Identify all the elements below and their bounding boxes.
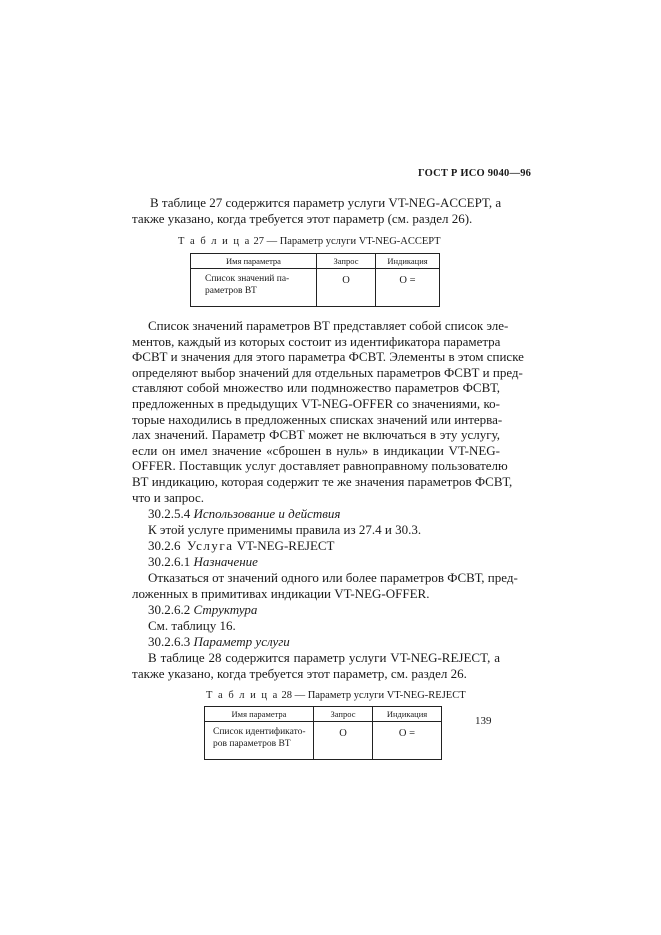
body-line: что и запрос. <box>132 489 205 505</box>
body-line: Список значений параметров ВТ представляет собой список эле- <box>148 318 509 333</box>
table-27-indication-value: О = <box>376 269 440 307</box>
body-line: ФСВТ и значения для этого параметра ФСВТ. Элементы в этом списке <box>132 349 524 365</box>
table-28-request-value: О <box>314 722 373 760</box>
body-line: ментов, каждый из которых состоит из идентификатора параметра <box>132 333 501 349</box>
table-28-header-name: Имя параметра <box>205 707 314 722</box>
intro-27-line-2: также указано, когда требуется этот параметр (см. раздел 26). <box>132 211 473 226</box>
table-28-param-name: Список идентификато-ров параметров ВТ <box>205 722 314 760</box>
see-table-line: См. таблицу 16. <box>148 618 236 633</box>
section-30254-heading: 30.2.5.4 Использование и действия <box>148 506 341 521</box>
purpose-line-2: ложенных в примитивах индикации VT-NEG-OFFER. <box>132 586 430 601</box>
section-30262-heading: 30.2.6.2 Структура <box>148 602 258 617</box>
body-line: лах значений. Параметр ФСВТ может не включаться в эту услугу, <box>132 427 500 443</box>
intro-28-line-1: В таблице 28 содержится параметр услуги VT-NEG-REJECT, а <box>148 650 500 665</box>
table-27-header-name: Имя параметра <box>191 254 317 269</box>
table-27-param-name: Список значений па-раметров ВТ <box>191 269 317 307</box>
page-number: 139 <box>475 715 492 727</box>
body-line: определяют выбор значений для отдельных параметров ФСВТ и пред- <box>132 364 523 380</box>
table-28-caption: Т а б л и ц а 28 — Параметр услуги VT-NEG-REJECT <box>206 690 466 701</box>
section-30263-heading: 30.2.6.3 Параметр услуги <box>148 634 290 649</box>
table-28-header-request: Запрос <box>314 707 373 722</box>
purpose-line-1: Отказаться от значений одного или более параметров ФСВТ, пред- <box>148 570 518 585</box>
standard-header: ГОСТ Р ИСО 9040—96 <box>418 168 532 179</box>
table-28-header-indication: Индикация <box>373 707 442 722</box>
body-line: OFFER. Поставщик услуг доставляет равноправному пользователю <box>132 458 508 474</box>
body-line: торые находились в предложенных списках значений или интерва- <box>132 411 503 427</box>
table-27-caption: Т а б л и ц а 27 — Параметр услуги VT-NEG-ACCEPT <box>178 236 441 247</box>
section-3026-heading: 30.2.6 Услуга VT-NEG-REJECT <box>148 538 335 553</box>
body-line: ставляют собой множество или подмножество параметров ФСВТ, <box>132 380 500 396</box>
table-27 <box>190 253 440 307</box>
intro-28-line-2: также указано, когда требуется этот параметр, см. раздел 26. <box>132 666 467 681</box>
body-line: предложенных в предыдущих VT-NEG-OFFER со значениями, ко- <box>132 395 500 411</box>
table-28 <box>204 706 442 760</box>
table-27-header-request: Запрос <box>317 254 376 269</box>
table-27-header-indication: Индикация <box>376 254 440 269</box>
table-28-indication-value: О = <box>373 722 442 760</box>
rules-line: К этой услуге применимы правила из 27.4 и 30.3. <box>148 522 422 537</box>
section-30261-heading: 30.2.6.1 Назначение <box>148 554 258 569</box>
intro-27-line-1: В таблице 27 содержится параметр услуги VT-NEG-ACCEPT, а <box>150 195 502 210</box>
body-line: если он имел значение «сброшен в нуль» в индикации VT-NEG- <box>132 442 500 458</box>
table-27-request-value: О <box>317 269 376 307</box>
body-paragraph <box>132 318 524 505</box>
body-line: ВТ индикацию, которая содержит те же значения параметров ФСВТ, <box>132 473 513 489</box>
